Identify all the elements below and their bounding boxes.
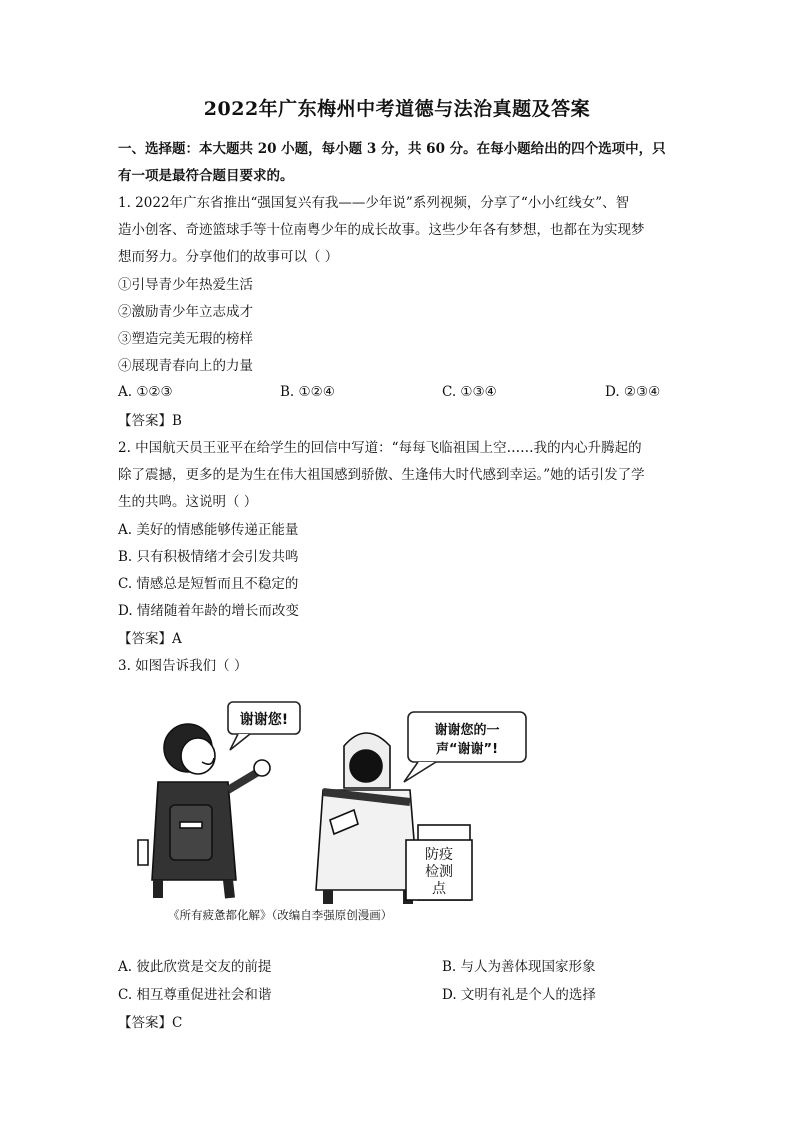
section-heading-line2: 有一项是最符合题目要求的。	[118, 168, 294, 184]
q1-option-b: B. ①②④	[280, 384, 335, 400]
q1-item-2: ②激励青少年立志成才	[118, 304, 253, 320]
q1-stem-line1: 1. 2022年广东省推出“强国复兴有我——少年说”系列视频，分享了“小小红线女”、智	[118, 195, 630, 211]
section-heading-line1: 一、选择题：本大题共 20 小题，每小题 3 分，共 60 分。在每小题给出的四个选项中，只	[118, 141, 666, 157]
q1-item-3: ③塑造完美无瑕的榜样	[118, 331, 253, 347]
q1-stem-line3: 想而努力。分享他们的故事可以（ ）	[118, 249, 339, 265]
q2-option-c: C. 情感总是短暂而且不稳定的	[118, 576, 299, 592]
cartoon-illustration	[118, 690, 548, 940]
cartoon-caption: 《所有疲惫都化解》（改编自李强原创漫画）	[168, 908, 393, 922]
q1-answer: 【答案】B	[118, 413, 182, 429]
bubble-left-text: 谢谢您!	[239, 712, 289, 728]
q2-answer: 【答案】A	[118, 631, 182, 647]
sign-text-3: 点	[432, 881, 446, 897]
bubble-right-text-2: 声“谢谢”!	[435, 742, 499, 757]
q1-option-c: C. ①③④	[442, 384, 497, 400]
man-figure	[138, 724, 270, 898]
q3-option-d: D. 文明有礼是个人的选择	[442, 987, 596, 1003]
q1-option-d: D. ②③④	[605, 384, 661, 400]
q2-option-d: D. 情绪随着年龄的增长而改变	[118, 603, 299, 619]
testing-site-sign	[406, 840, 472, 900]
q2-option-b: B. 只有积极情绪才会引发共鸣	[118, 549, 299, 565]
q1-option-a: A. ①②③	[118, 384, 173, 400]
bubble-right-text-1: 谢谢您的一	[434, 723, 500, 738]
q2-option-a: A. 美好的情感能够传递正能量	[118, 522, 299, 538]
page-title: 2022年广东梅州中考道德与法治真题及答案	[203, 98, 591, 120]
q3-stem: 3. 如图告诉我们（ ）	[118, 658, 248, 674]
sign-text-2: 检测	[425, 864, 453, 880]
q2-stem-line3: 生的共鸣。这说明（ ）	[118, 494, 258, 510]
q3-answer: 【答案】C	[118, 1015, 183, 1031]
q3-option-c: C. 相互尊重促进社会和谐	[118, 987, 272, 1003]
q3-option-b: B. 与人为善体现国家形象	[442, 959, 596, 975]
speech-bubble-right	[404, 712, 526, 782]
q2-stem-line1: 2. 中国航天员王亚平在给学生的回信中写道：“每每飞临祖国上空……我的内心升腾起的	[118, 440, 642, 456]
q1-stem-line2: 造小创客、奇迹篮球手等十位南粤少年的成长故事。这些少年各有梦想，也都在为实现梦	[118, 222, 645, 238]
q3-option-a: A. 彼此欣赏是交友的前提	[118, 959, 272, 975]
sign-text-1: 防疫	[425, 847, 453, 863]
q1-item-1: ①引导青少年热爱生活	[118, 277, 253, 293]
speech-bubble-left	[228, 702, 300, 750]
q2-stem-line2: 除了震撼，更多的是为生在伟大祖国感到骄傲、生逢伟大时代感到幸运。”她的话引发了学	[118, 467, 645, 483]
q1-item-4: ④展现青春向上的力量	[118, 358, 253, 374]
